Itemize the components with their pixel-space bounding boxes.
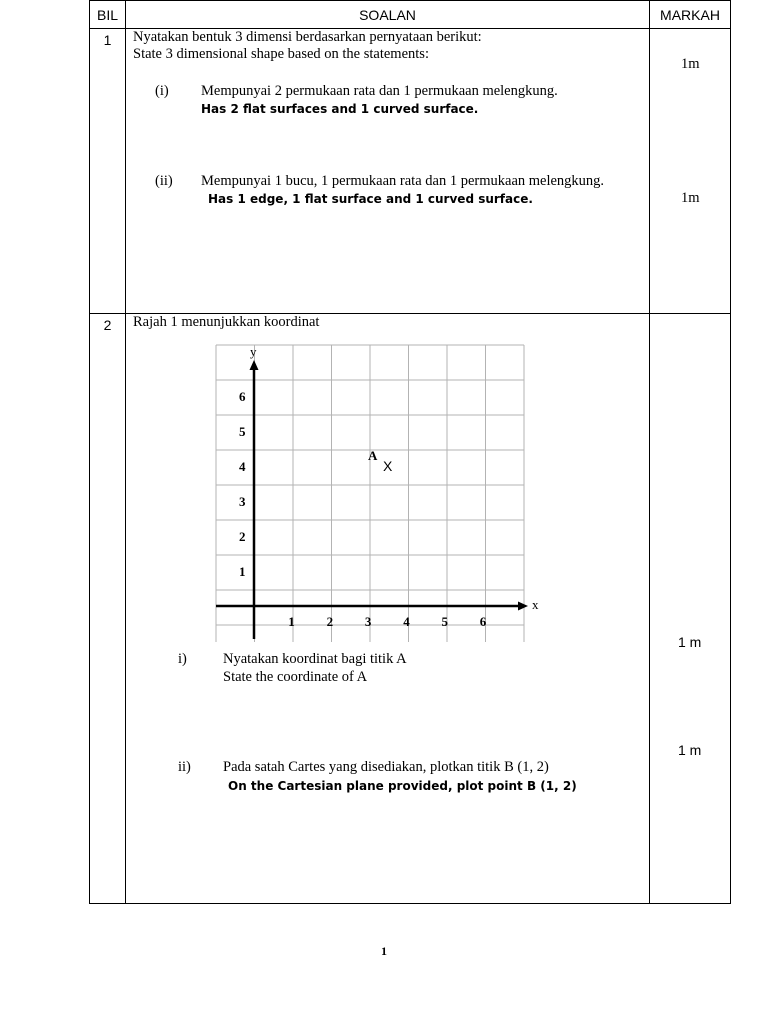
- q1-part-ii-mark: 1m: [681, 190, 700, 206]
- y-tick-label: 3: [239, 494, 246, 509]
- q1-part-ii-label: (ii): [155, 173, 173, 189]
- q2-part-ii-en: On the Cartesian plane provided, plot point B (1, 2): [228, 779, 577, 793]
- question-1-row: [90, 29, 731, 314]
- y-tick-label: 2: [239, 529, 246, 544]
- x-tick-labels: [288, 614, 487, 629]
- header-soalan: SOALAN: [126, 1, 650, 29]
- y-axis-arrow-icon: [250, 360, 259, 370]
- x-tick-label: 3: [364, 614, 372, 629]
- x-tick-label: 1: [288, 614, 295, 629]
- q2-intro: Rajah 1 menunjukkan koordinat: [133, 314, 320, 330]
- y-tick-labels: [239, 389, 246, 579]
- q1-part-ii-en: Has 1 edge, 1 flat surface and 1 curved surface.: [208, 192, 533, 206]
- x-tick-label: 2: [326, 614, 334, 629]
- x-tick-label: 6: [479, 614, 487, 629]
- y-axis-label: y: [250, 344, 257, 359]
- y-tick-label: 1: [239, 564, 246, 579]
- question-2-content: [126, 314, 650, 904]
- x-axis-arrow-icon: [518, 602, 528, 611]
- q2-part-i-label: i): [178, 651, 187, 667]
- y-tick-label: 5: [239, 424, 246, 439]
- q1-part-i-label: (i): [155, 83, 169, 99]
- q2-part-i-mark: 1 m: [678, 634, 702, 650]
- point-a-marker: X: [383, 458, 393, 474]
- question-1-content: [126, 29, 650, 314]
- header-markah: MARKAH: [650, 1, 731, 29]
- question-1-number: 1: [90, 29, 126, 314]
- header-bil: BIL: [90, 1, 126, 29]
- graph-grid: [216, 345, 524, 642]
- question-1-marks: [650, 29, 731, 314]
- q1-intro-en: State 3 dimensional shape based on the statements:: [133, 46, 429, 62]
- q2-part-ii-mark: 1 m: [678, 742, 702, 758]
- table-header-row: [90, 1, 731, 29]
- question-2-marks: [650, 314, 731, 904]
- q1-part-i-ms: Mempunyai 2 permukaan rata dan 1 permukaan melengkung.: [201, 83, 558, 99]
- q2-part-ii-ms: Pada satah Cartes yang disediakan, plotkan titik B (1, 2): [223, 759, 549, 775]
- q1-intro-ms: Nyatakan bentuk 3 dimensi berdasarkan pernyataan berikut:: [133, 29, 482, 45]
- x-tick-label: 4: [403, 614, 410, 629]
- point-a-label: A: [368, 448, 378, 463]
- coordinate-graph: [206, 342, 566, 642]
- q1-part-ii-ms: Mempunyai 1 bucu, 1 permukaan rata dan 1 permukaan melengkung.: [201, 173, 605, 189]
- q2-part-i-en: State the coordinate of A: [223, 669, 368, 685]
- question-2-row: [90, 314, 731, 904]
- page-number: 1: [381, 944, 387, 958]
- y-tick-label: 4: [239, 459, 246, 474]
- x-tick-label: 5: [441, 614, 448, 629]
- exam-table: [89, 0, 731, 904]
- q2-part-i-ms: Nyatakan koordinat bagi titik A: [223, 651, 407, 667]
- q1-part-i-en: Has 2 flat surfaces and 1 curved surface.: [201, 102, 479, 116]
- x-axis-label: x: [532, 597, 539, 612]
- y-tick-label: 6: [239, 389, 246, 404]
- question-2-number: 2: [90, 314, 126, 904]
- q2-part-ii-label: ii): [178, 759, 191, 775]
- q1-part-i-mark: 1m: [681, 56, 700, 72]
